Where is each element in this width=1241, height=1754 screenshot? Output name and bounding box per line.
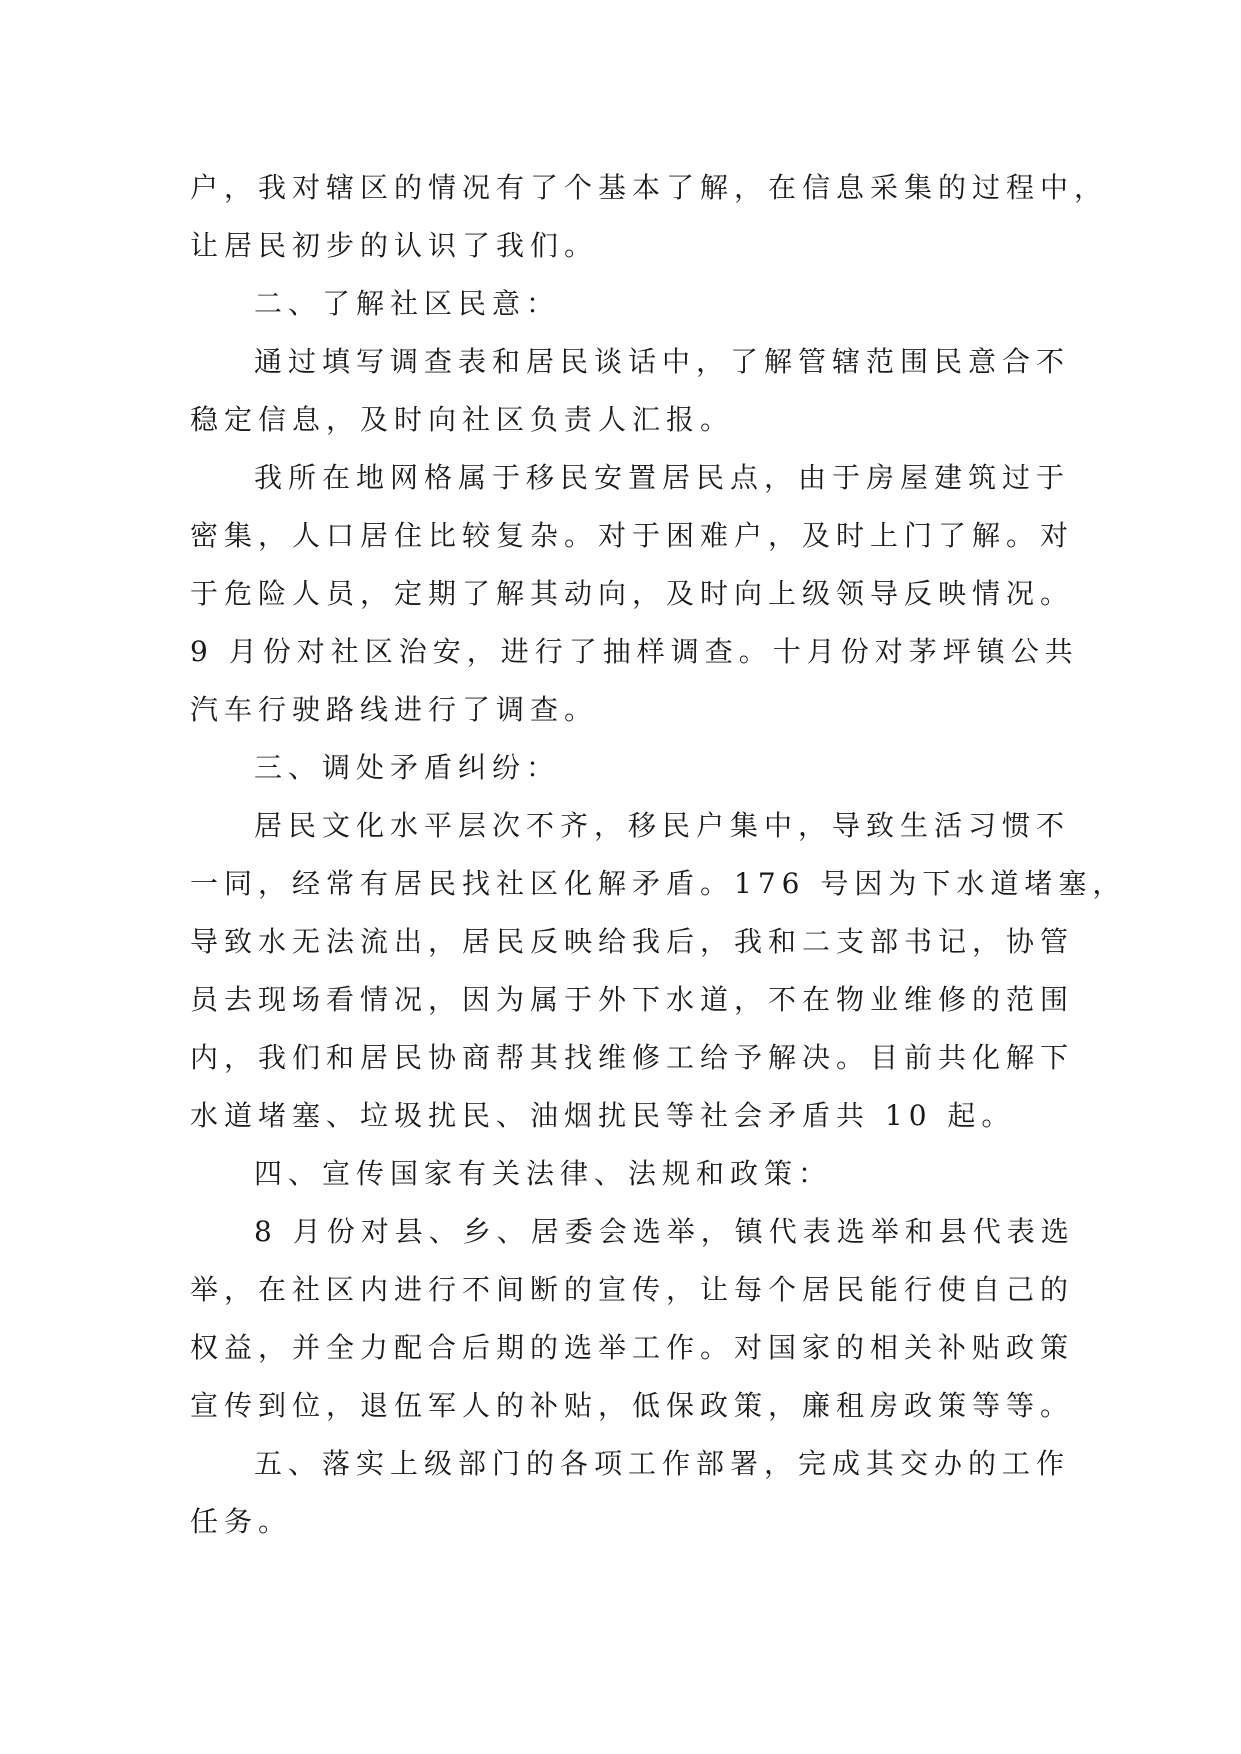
- text-line: 于危险人员，定期了解其动向，及时向上级领导反映情况。: [190, 577, 1075, 610]
- paragraph-first-line: 8 月份对县、乡、居委会选举，镇代表选举和县代表选: [254, 1215, 1075, 1248]
- text-line: 9 月份对社区治安，进行了抽样调查。十月份对茅坪镇公共: [190, 635, 1079, 668]
- text-line: 权益，并全力配合后期的选举工作。对国家的相关补贴政策: [190, 1331, 1075, 1364]
- text-line: 稳定信息，及时向社区负责人汇报。: [190, 403, 735, 436]
- text-line: 任务。: [190, 1505, 293, 1538]
- text-line: 导致水无法流出，居民反映给我后，我和二支部书记，协管: [190, 925, 1075, 958]
- text-line: 员去现场看情况，因为属于外下水道，不在物业维修的范围: [190, 983, 1075, 1016]
- text-line: 宣传到位，退伍军人的补贴，低保政策，廉租房政策等等。: [190, 1389, 1075, 1422]
- section-heading: 四、宣传国家有关法律、法规和政策：: [254, 1157, 833, 1190]
- paragraph-first-line: 居民文化水平层次不齐，移民户集中，导致生活习惯不: [254, 809, 1071, 842]
- text-line: 汽车行驶路线进行了调查。: [190, 693, 599, 726]
- text-line: 户，我对辖区的情况有了个基本了解，在信息采集的过程中，: [190, 171, 1109, 204]
- text-line: 举，在社区内进行不间断的宣传，让每个居民能行使自己的: [190, 1273, 1075, 1306]
- text-line: 一同，经常有居民找社区化解矛盾。176 号因为下水道堵塞，: [190, 867, 1127, 900]
- section-heading: 五、落实上级部门的各项工作部署，完成其交办的工作: [254, 1447, 1071, 1480]
- paragraph-first-line: 我所在地网格属于移民安置居民点，由于房屋建筑过于: [254, 461, 1071, 494]
- text-line: 密集，人口居住比较复杂。对于困难户，及时上门了解。对: [190, 519, 1075, 552]
- section-heading: 二、了解社区民意：: [254, 287, 561, 320]
- paragraph-first-line: 通过填写调查表和居民谈话中，了解管辖范围民意合不: [254, 345, 1071, 378]
- text-line: 内，我们和居民协商帮其找维修工给予解决。目前共化解下: [190, 1041, 1075, 1074]
- text-line: 让居民初步的认识了我们。: [190, 229, 599, 262]
- text-line: 水道堵塞、垃圾扰民、油烟扰民等社会矛盾共 10 起。: [190, 1099, 1016, 1132]
- section-heading: 三、调处矛盾纠纷：: [254, 751, 561, 784]
